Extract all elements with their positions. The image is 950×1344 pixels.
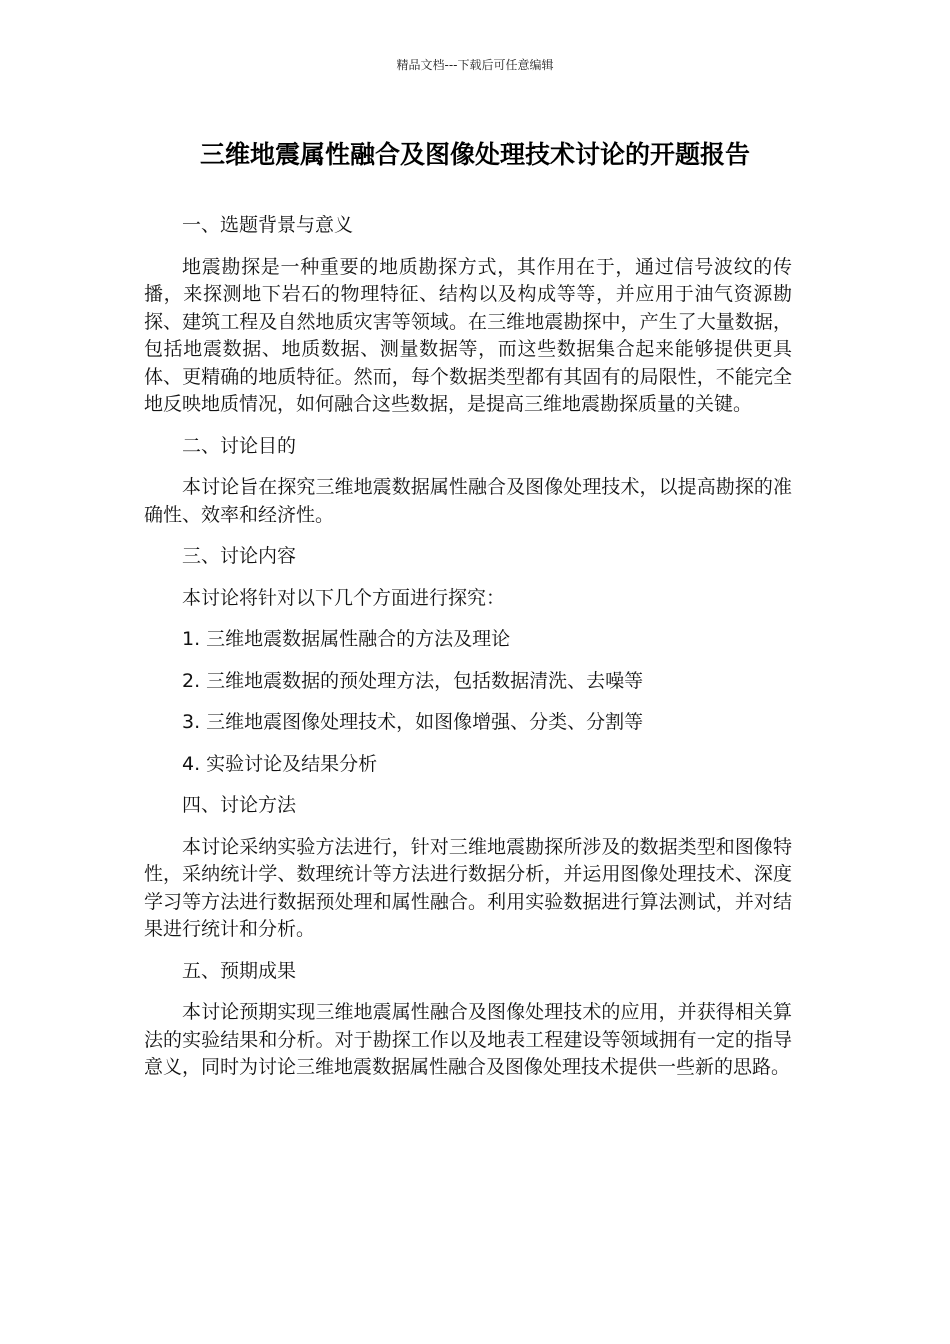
section-heading-purpose: 二、讨论目的: [182, 434, 297, 457]
section-heading-method: 四、讨论方法: [182, 794, 297, 816]
paragraph-method: 本讨论采纳实验方法进行，针对三维地震勘探所涉及的数据类型和图像特性，采纳统计学、数理统计等方法进行数据分析，并运用图像处理技术、深度学习等方法进行数据预处理和属性融合。利用实验数据进行算法测试，并对结果进行统计和分析。: [144, 835, 792, 940]
document-body: [144, 212, 792, 1096]
list-item: 1. 三维地震数据属性融合的方法及理论: [182, 628, 511, 650]
header-note: 精品文档---下载后可任意编辑: [396, 58, 554, 72]
list-item: 3. 三维地震图像处理技术，如图像增强、分类、分割等: [182, 711, 644, 733]
paragraph-content-intro: 本讨论将针对以下几个方面进行探究：: [182, 586, 506, 609]
document-title: 三维地震属性融合及图像处理技术讨论的开题报告: [199, 140, 750, 169]
list-item: 4. 实验讨论及结果分析: [182, 752, 378, 775]
paragraph-outcome: 本讨论预期实现三维地震属性融合及图像处理技术的应用，并获得相关算法的实验结果和分析。对于勘探工作以及地表工程建设等领域拥有一定的指导意义，同时为讨论三维地震数据属性融合及图像处理技术提供一些新的思路。: [144, 1001, 792, 1078]
paragraph-purpose: 本讨论旨在探究三维地震数据属性融合及图像处理技术，以提高勘探的准确性、效率和经济性。: [144, 476, 792, 526]
section-heading-background: 一、选题背景与意义: [182, 214, 354, 236]
section-heading-content: 三、讨论内容: [182, 545, 297, 567]
list-item: 2. 三维地震数据的预处理方法，包括数据清洗、去噪等: [182, 669, 644, 692]
section-heading-outcome: 五、预期成果: [182, 959, 297, 982]
paragraph-background: 地震勘探是一种重要的地质勘探方式，其作用在于，通过信号波纹的传播，来探测地下岩石的物理特征、结构以及构成等等，并应用于油气资源勘探、建筑工程及自然地质灾害等领域。在三维地震勘探中，产生了大量数据，包括地震数据、地质数据、测量数据等，而这些数据集合起来能够提供更具体、更精确的地质特征。然而，每个数据类型都有其固有的局限性，不能完全地反映地质情况，如何融合这些数据，是提高三维地震勘探质量的关键。: [144, 255, 792, 415]
